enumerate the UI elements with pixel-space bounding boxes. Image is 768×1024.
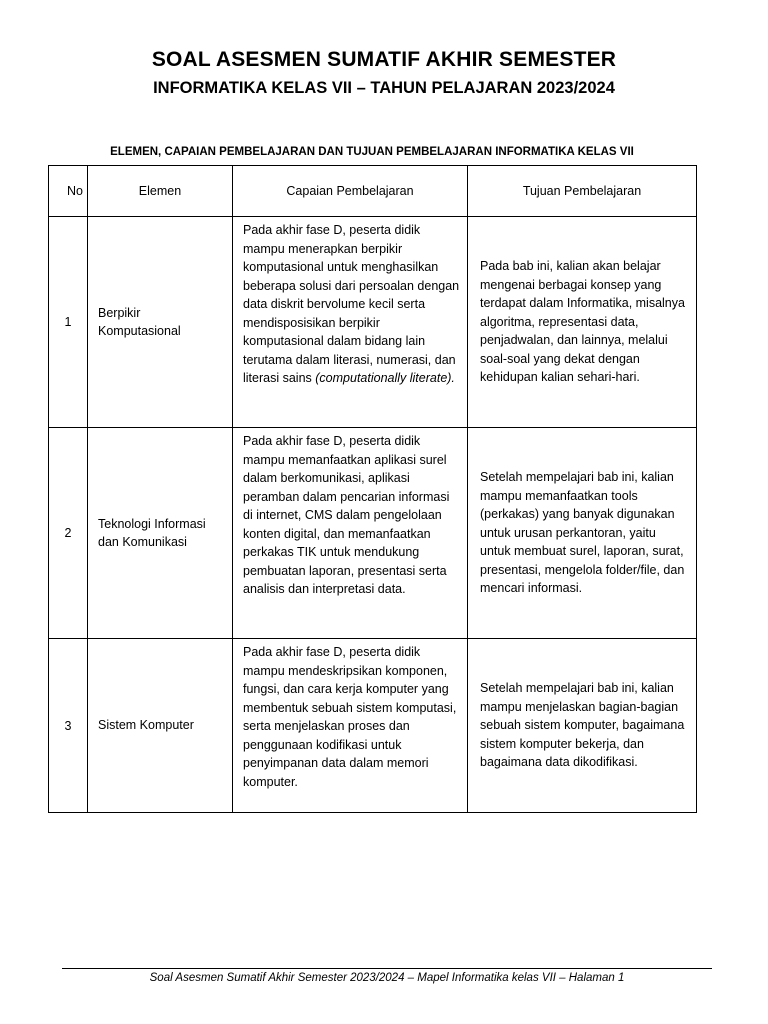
table-row [49,639,697,813]
row-capaian: Pada akhir fase D, peserta didik mampu memanfaatkan aplikasi surel dalam berkomunikasi, aplikasi peramban dalam pencarian informasi di internet, CMS dalam pengelolaan konten digital, dan memanfaatkan perkakas TIK untuk mendukung pembuatan laporan, presentasi serta analisis dan interpretasi data. [233,428,468,639]
column-header-tujuan: Tujuan Pembelajaran [468,166,697,217]
table-row [49,428,697,639]
table-row [49,217,697,428]
column-header-elemen: Elemen [88,166,233,217]
document-subtitle: INFORMATIKA KELAS VII – TAHUN PELAJARAN 2023/2024 [153,79,615,97]
row-elemen: Teknologi Informasi dan Komunikasi [88,428,233,639]
footer-divider [62,968,712,969]
row-number: 1 [49,217,88,428]
row-capaian: Pada akhir fase D, peserta didik mampu mendeskripsikan komponen, fungsi, dan cara kerja komputer yang membentuk sebuah sistem komputasi, serta menjelaskan proses dan penggunaan kodifikasi untuk penyimpanan data dalam memori komputer. [233,639,468,813]
row-tujuan: Pada bab ini, kalian akan belajar mengenai berbagai konsep yang terdapat dalam Informatika, misalnya algoritma, representasi data, penjadwalan, dan lainnya, melalui soal-soal yang dekat dengan kehidupan kalian sehari-hari. [468,217,697,428]
table-header-row [49,166,697,217]
row-tujuan: Setelah mempelajari bab ini, kalian mampu memanfaatkan tools (perkakas) yang banyak digunakan untuk urusan perkantoran, yaitu untuk membuat surel, laporan, surat, presentasi, mengelola folder/file, dan mencari informasi. [468,428,697,639]
table-heading: ELEMEN, CAPAIAN PEMBELAJARAN DAN TUJUAN PEMBELAJARAN INFORMATIKA KELAS VII [110,146,634,158]
row-number: 3 [49,639,88,813]
row-elemen: Sistem Komputer [88,639,233,813]
column-header-no: No [49,166,88,217]
row-number: 2 [49,428,88,639]
row-capaian-cell [233,217,468,428]
row-capaian-italic-note: (computationally literate). [315,371,455,385]
learning-objectives-table [48,165,697,813]
row-elemen: Berpikir Komputasional [88,217,233,428]
page-footer: Soal Asesmen Sumatif Akhir Semester 2023/2024 – Mapel Informatika kelas VII – Halaman 1 [149,972,625,984]
column-header-capaian: Capaian Pembelajaran [233,166,468,217]
document-title: SOAL ASESMEN SUMATIF AKHIR SEMESTER [151,48,617,71]
row-tujuan: Setelah mempelajari bab ini, kalian mampu menjelaskan bagian-bagian sebuah sistem komputer, bagaimana sistem komputer bekerja, dan bagaimana data dikodifikasi. [468,639,697,813]
row-capaian: Pada akhir fase D, peserta didik mampu menerapkan berpikir komputasional untuk menghasilkan beberapa solusi dari persoalan dengan data diskrit bervolume kecil serta mendisposisikan berpikir komputasional dalam bidang lain terutama dalam literasi, numerasi, dan literasi sains [243,223,460,385]
